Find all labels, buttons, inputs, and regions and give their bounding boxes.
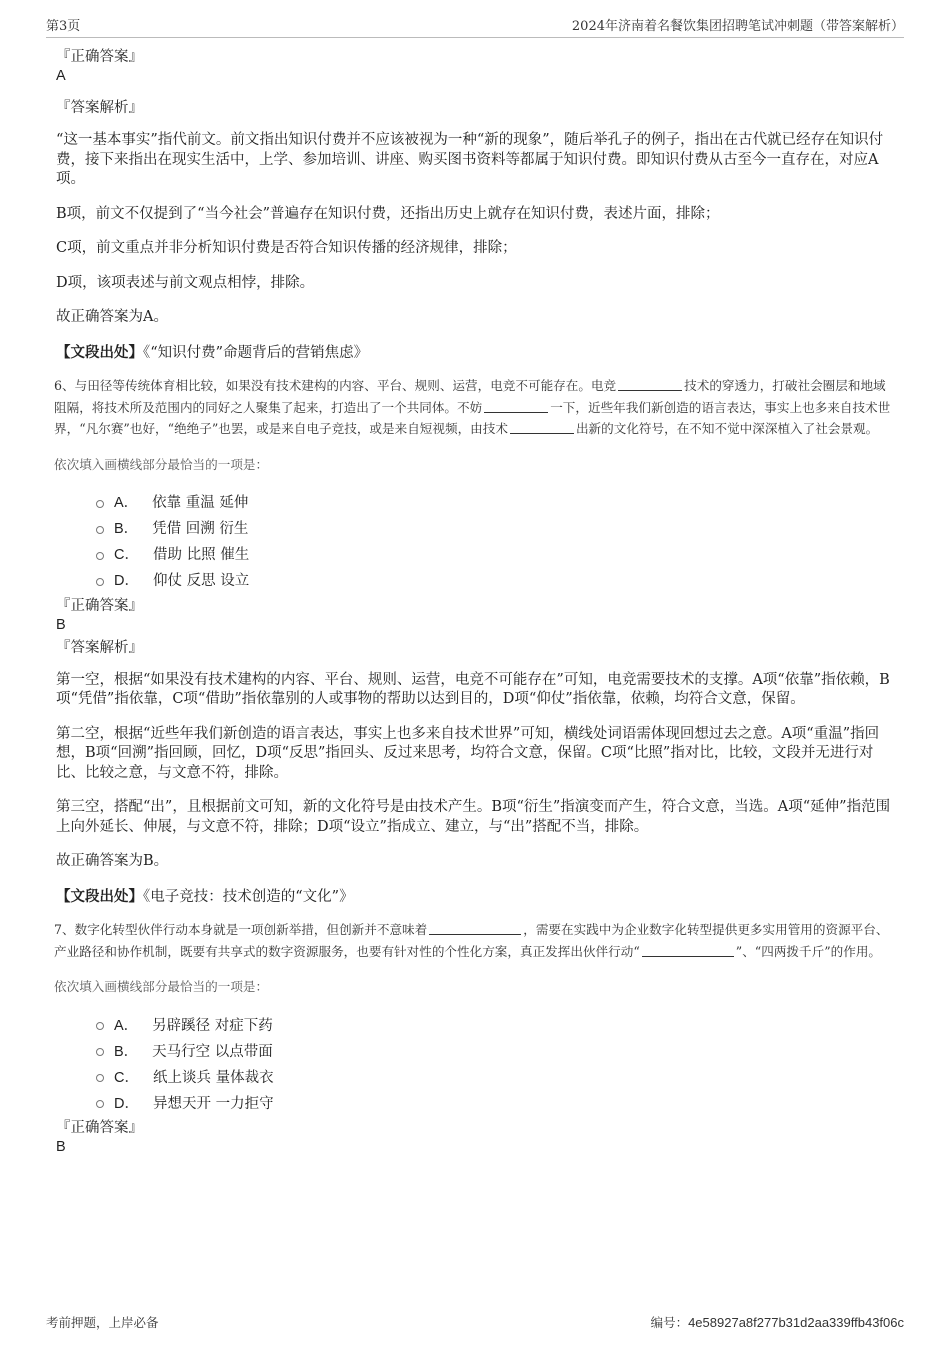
q6-blank-1 (618, 378, 682, 391)
q5-analysis-p4: D项，该项表述与前文观点相悖，排除。 (56, 274, 315, 291)
q6-source (56, 887, 898, 908)
q6-stem-part4: 出新的文化符号，在不知不觉中深深植入了社会景观。 (575, 421, 879, 436)
footer-code-label: 编号： (650, 1315, 689, 1330)
q6-blank-3 (510, 421, 574, 434)
q7-stem-part3: ”、“四两拨千斤”的作用。 (735, 943, 882, 959)
q6-option-d[interactable]: D． 仰仗 反思 设立 (96, 567, 898, 593)
page-header (46, 14, 904, 38)
q7-stem-part1: 7、数字化转型伙伴行动本身就是一项创新举措，但创新并不意味着 (54, 922, 428, 937)
q7-option-d[interactable]: D． 异想天开 一力拒守 (96, 1089, 898, 1115)
q6-answer-label: 『正确答案』 (56, 597, 143, 614)
radio-icon[interactable] (96, 1100, 104, 1108)
q6-stem-part3: 一下，近些年我们新创造的语言表达，事实上也多来自技术世界，“凡尔赛”也好，“绝绝子”也罢，或是来自电子竞技，或是来自短视频，由技术 (54, 399, 891, 436)
q5-analysis-p1: “这一基本事实”指代前文。前文指出知识付费并不应该被视为一种“新的现象”，随后举孔子的例子，指出在古代就已经存在知识付费，接下来指出在现实生活中，上学、参加培训、讲座、购买图书资料等都属于知识付费。即知识付费从古至今一直存在，对应A项。 (56, 132, 884, 187)
document-title: 2024年济南着名餐饮集团招聘笔试冲刺题（带答案解析） (571, 18, 904, 34)
radio-icon[interactable] (96, 500, 104, 508)
q6-analysis-label: 『答案解析』 (56, 639, 143, 656)
q7-stem-part2: ，需要在实践中为企业数字化转型提供更多实用管用的资源平台、产业路径和协作机制，既要有共享式的数字资源服务，也要有针对性的个性化方案，真正发挥出伙伴行动“ (54, 922, 889, 959)
q7-options (96, 1011, 898, 1115)
radio-icon[interactable] (96, 1048, 104, 1056)
q6-options (96, 489, 898, 593)
q5-analysis-p3: C项，前文重点并非分析知识付费是否符合知识传播的经济规律，排除； (56, 240, 517, 256)
q6-stem (54, 375, 898, 440)
q6-prompt: 依次填入画横线部分最恰当的一项是： (54, 456, 269, 472)
q5-answer: A (56, 68, 66, 84)
footer-code (651, 1313, 904, 1331)
q6-source-title: 《电子竞技：技术创造的“文化”》 (143, 888, 354, 905)
q7-answer-label: 『正确答案』 (56, 1120, 143, 1136)
q6-blank-2 (484, 400, 548, 413)
footer-code-value: 4e58927a8f277b31d2aa339ffb43f06c (688, 1315, 904, 1330)
radio-icon[interactable] (96, 1074, 104, 1082)
radio-icon[interactable] (96, 1022, 104, 1030)
q7-prompt: 依次填入画横线部分最恰当的一项是： (54, 979, 269, 994)
radio-icon[interactable] (96, 552, 104, 560)
q5-analysis-label: 『答案解析』 (56, 100, 143, 116)
q6-answer: B (56, 616, 66, 633)
page-content (56, 48, 898, 1157)
q5-source (56, 343, 898, 364)
q6-option-c[interactable]: C． 借助 比照 催生 (96, 541, 898, 567)
q7-option-b[interactable]: B． 天马行空 以点带面 (96, 1037, 898, 1063)
q7-option-c[interactable]: C． 纸上谈兵 量体裁衣 (96, 1063, 898, 1089)
q5-analysis-p5: 故正确答案为A。 (56, 309, 168, 325)
q6-analysis-p1: 第一空，根据“如果没有技术建构的内容、平台、规则、运营，电竞不可能存在”可知，电竞需要技术的支撑。A项“依靠”指依赖，B项“凭借”指依靠，C项“借助”指依靠别的人或事物的帮助以达到目的，D项“仰仗”指依靠，依赖，均符合文意，保留。 (56, 671, 890, 707)
radio-icon[interactable] (96, 526, 104, 534)
q7-stem (54, 919, 898, 962)
q7-blank-2 (642, 944, 734, 957)
q6-option-b[interactable]: B． 凭借 回溯 衍生 (96, 515, 898, 541)
q5-answer-label: 『正确答案』 (56, 49, 143, 65)
page-footer (46, 1313, 904, 1331)
footer-motto: 考前押题，上岸必备 (46, 1315, 159, 1330)
q6-analysis-p4: 故正确答案为B。 (56, 853, 169, 869)
q6-option-a[interactable]: A． 依靠 重温 延伸 (96, 489, 898, 515)
q6-analysis-p3: 第三空，搭配“出”，且根据前文可知，新的文化符号是由技术产生。B项“衍生”指演变而产生，符合文意，当选。A项“延伸”指范围上向外延长、伸展，与文意不符，排除；D项“设立”指成立、建立，与“出”搭配不当，排除。 (56, 799, 891, 835)
q6-stem-part2: 技术的穿透力，打破社会圈层和地域阻隔，将技术所及范围内的同好之人聚集了起来，打造出了一个共同体。不妨 (54, 378, 886, 415)
q6-stem-part1: 6、与田径等传统体育相比较，如果没有技术建构的内容、平台、规则、运营，电竞不可能存在。电竞 (54, 378, 617, 393)
page-number: 第3页 (46, 18, 81, 34)
q6-analysis-p2: 第二空，根据“近些年我们新创造的语言表达，事实上也多来自技术世界”可知，横线处词语需体现回想过去之意。A项“重温”指回想，B项“回溯”指回顾，回忆，D项“反思”指回头、反过来思考，均符合文意，保留。C项“比照”指对比，比较，文段并无进行对比、比较之意，与文意不符，排除。 (56, 725, 880, 781)
q7-answer: B (56, 1139, 66, 1155)
q5-analysis-p2: B项，前文不仅提到了“当今社会”普遍存在知识付费，还指出历史上就存在知识付费，表述片面，排除； (56, 205, 720, 222)
q7-option-a[interactable]: A． 另辟蹊径 对症下药 (96, 1011, 898, 1037)
q7-blank-1 (429, 922, 521, 935)
q5-source-title: 《“知识付费”命题背后的营销焦虑》 (143, 344, 369, 361)
q6-source-head: 【文段出处】 (56, 887, 143, 905)
radio-icon[interactable] (96, 578, 104, 586)
q5-source-head: 【文段出处】 (56, 343, 143, 361)
